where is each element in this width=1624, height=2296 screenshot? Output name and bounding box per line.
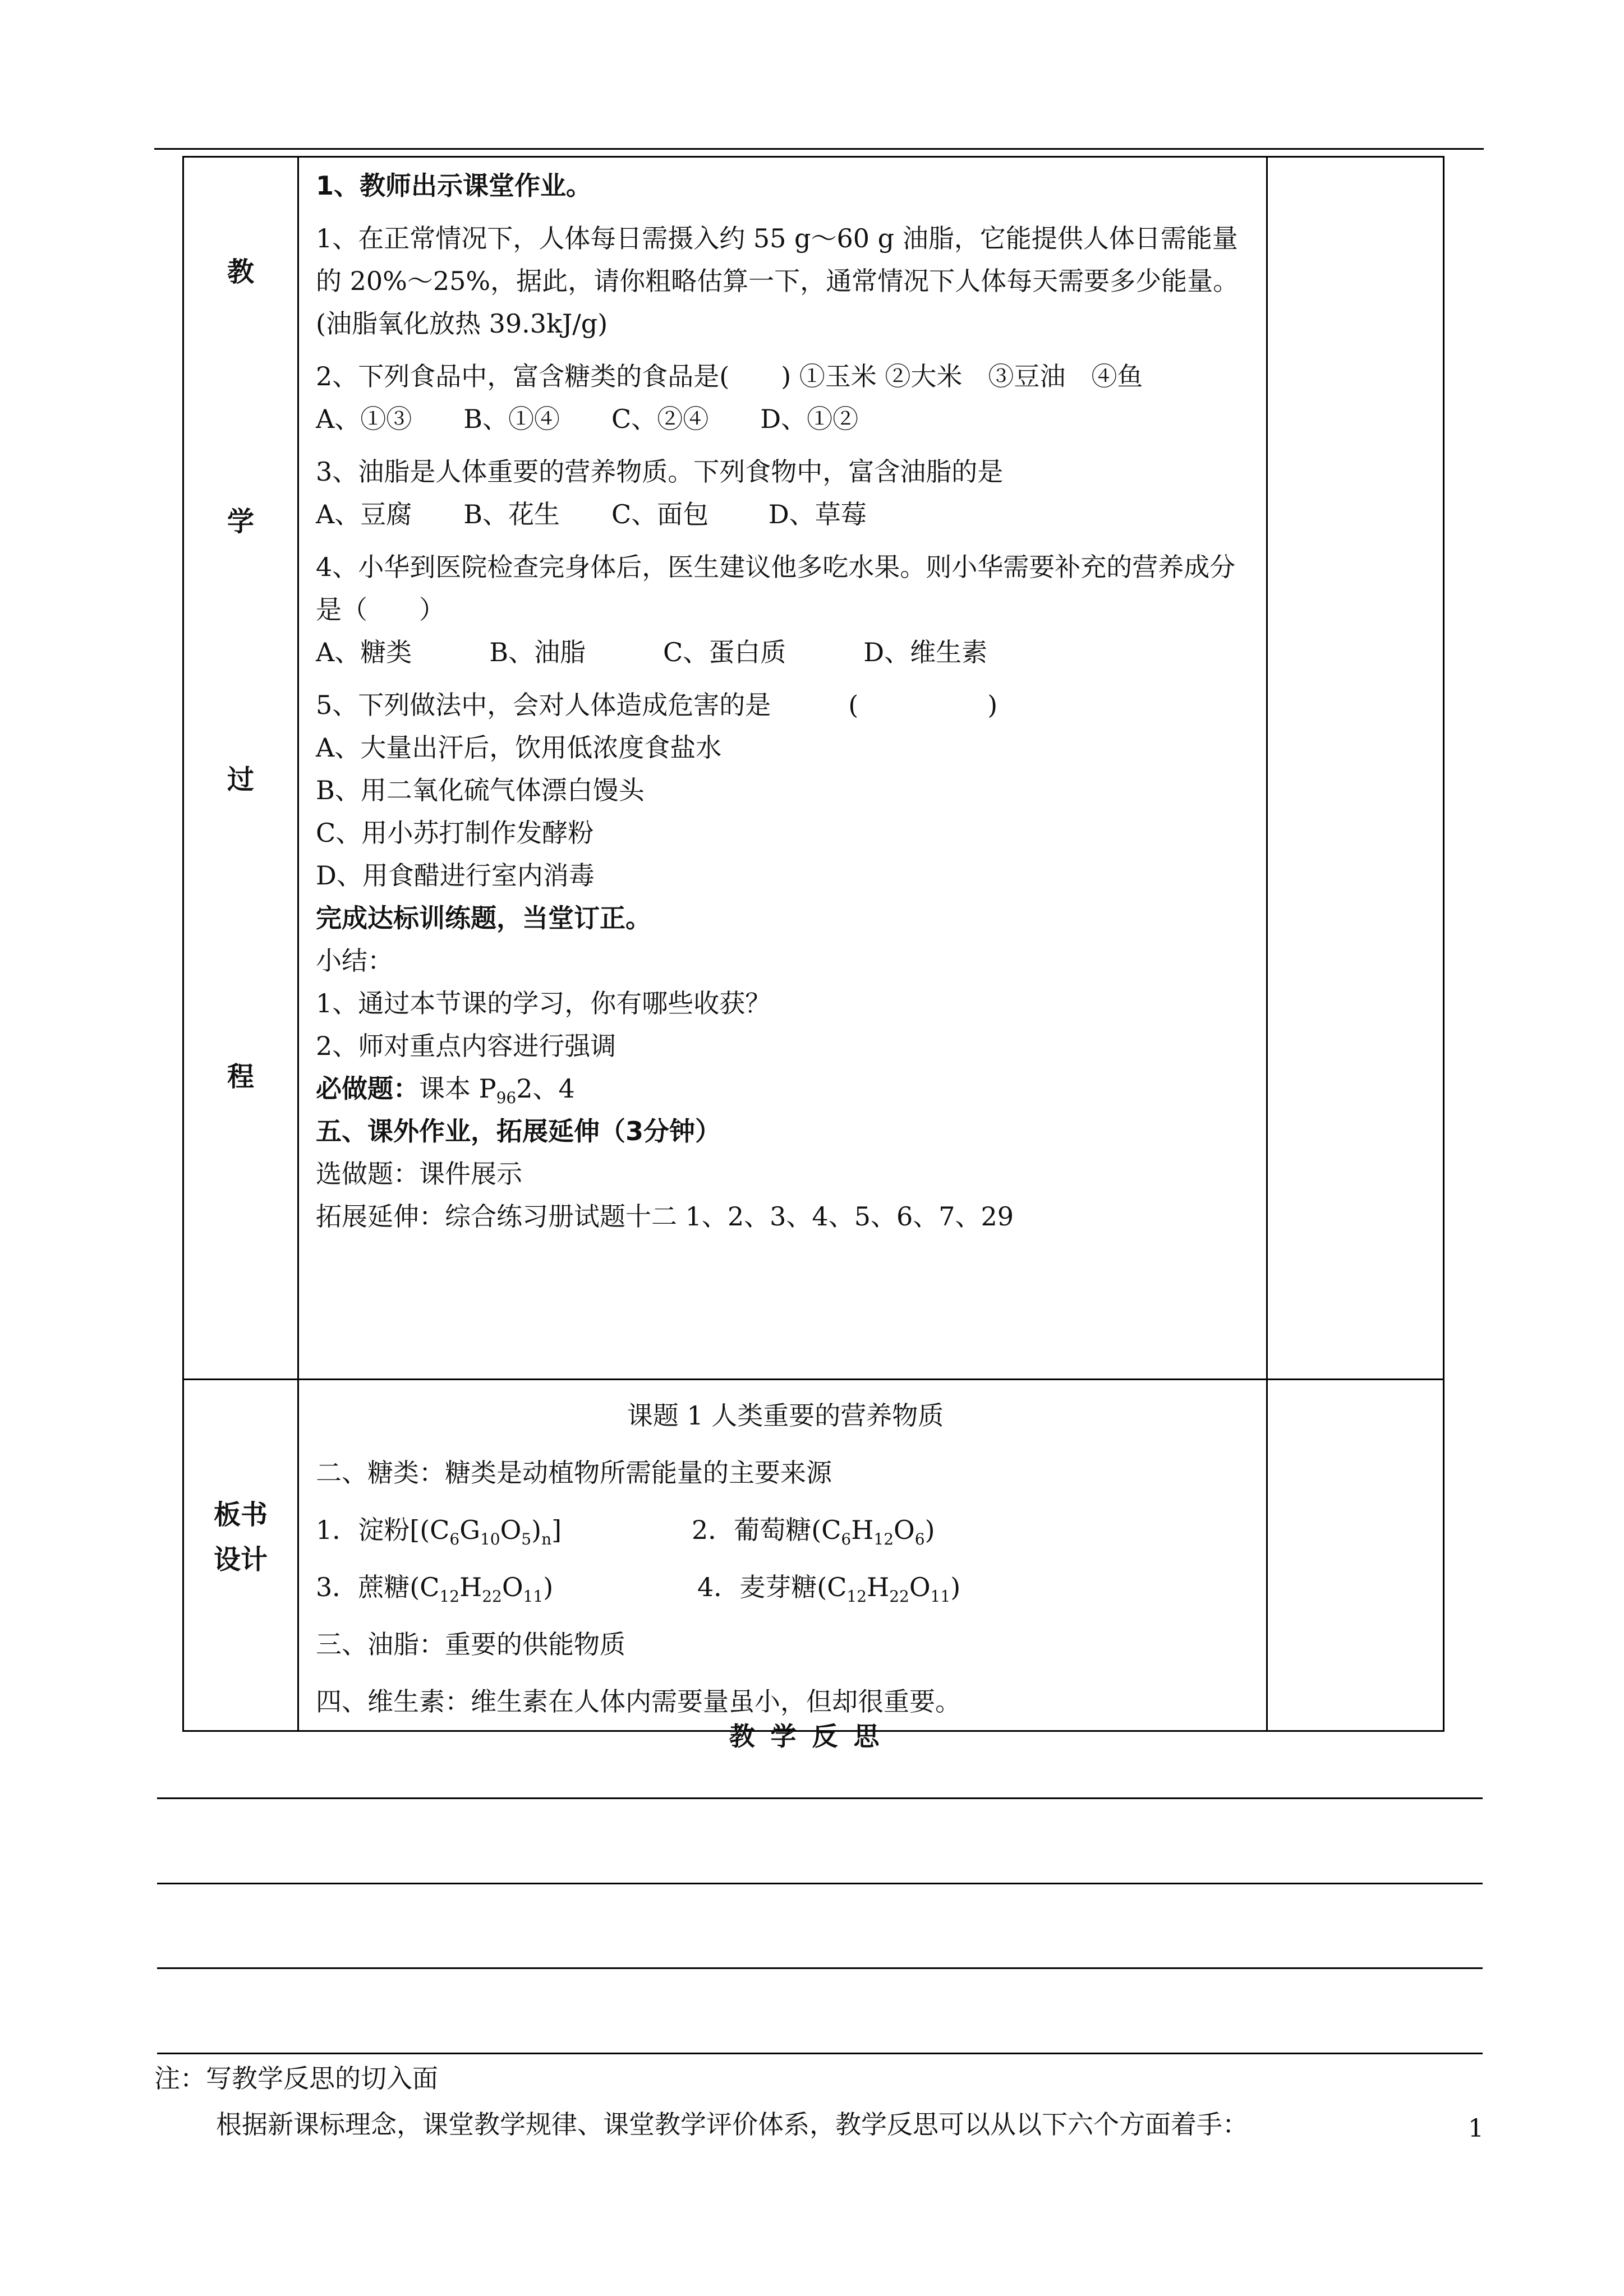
question-5-option-b: B、用二氧化硫气体漂白馒头 xyxy=(316,775,645,805)
reflection-line-2 xyxy=(157,1883,1483,1884)
notes-cell-2 xyxy=(1267,1380,1444,1731)
formula-maltose: 4．麦芽糖$(C_{12}H_{22}O_{11})$ xyxy=(697,1572,961,1606)
summary-item-1: 1、通过本节课的学习，你有哪些收获？ xyxy=(316,988,771,1018)
question-3: 3、油脂是人体重要的营养物质。下列食物中，富含油脂的是 xyxy=(316,457,1004,487)
question-5: 5、下列做法中，会对人体造成危害的是 ( ) xyxy=(316,690,998,720)
section-heading: 1、教师出示课堂作业。 xyxy=(316,170,592,201)
teaching-process-content-cell xyxy=(298,157,1267,1380)
teaching-process-row xyxy=(183,157,1444,1380)
note-line-2: 根据新课标理念，课堂教学规律、课堂教学评价体系，教学反思可以从以下六个方面着手： xyxy=(216,2109,1248,2140)
label-char-cheng: 程 xyxy=(227,1061,254,1092)
required-homework: 必做题：课本 $P_{96}2$、4 xyxy=(316,1073,575,1107)
notes-cell-1 xyxy=(1267,157,1444,1380)
board-sugar: 二、糖类：糖类是动植物所需能量的主要来源 xyxy=(316,1458,832,1488)
reflection-line-3 xyxy=(157,1967,1483,1969)
question-2-options: A、①③ B、①④ C、②④ D、①② xyxy=(316,404,859,434)
board-title: 课题 1 人类重要的营养物质 xyxy=(627,1400,944,1431)
board-fat: 三、油脂：重要的供能物质 xyxy=(316,1629,625,1659)
board-formula-row-1 xyxy=(316,1501,1255,1559)
practice-instruction: 完成达标训练题，当堂订正。 xyxy=(316,903,651,933)
label-char-jiao: 教 xyxy=(227,256,254,288)
board-vitamin: 四、维生素：维生素在人体内需要量虽小，但却很重要。 xyxy=(316,1686,961,1717)
optional-homework: 选做题：课件展示 xyxy=(316,1159,522,1189)
required-homework-label: 必做题： xyxy=(316,1073,419,1104)
reflection-line-1 xyxy=(157,1797,1483,1799)
question-5-option-a: A、大量出汗后，饮用低浓度食盐水 xyxy=(316,732,722,763)
summary-heading: 小结： xyxy=(316,946,393,976)
extension-homework: 拓展延伸：综合练习册试题十二 1、2、3、4、5、6、7、29 xyxy=(316,1201,1014,1232)
label-char-guo: 过 xyxy=(227,764,254,795)
formula-sucrose: 3．蔗糖$(C_{12}H_{22}O_{11})$ xyxy=(316,1572,554,1606)
question-4: 4、小华到医院检查完身体后，医生建议他多吃水果。则小华需要补充的营养成分是（ ） xyxy=(316,552,1236,625)
note-line-1: 注：写教学反思的切入面 xyxy=(154,2063,438,2094)
homework-heading: 五、课外作业，拓展延伸（3分钟） xyxy=(316,1116,721,1146)
board-design-label: 板书 设计 xyxy=(213,1499,268,1575)
board-formula-row-2 xyxy=(316,1559,1255,1616)
board-design-content-cell xyxy=(298,1380,1267,1731)
question-2: 2、下列食品中，富含糖类的食品是( ) ①玉米 ②大米 ③豆油 ④鱼 xyxy=(316,361,1143,391)
reflection-line-4 xyxy=(157,2053,1483,2054)
board-design-row xyxy=(183,1380,1444,1731)
teaching-process-content xyxy=(299,158,1266,1238)
question-5-option-c: C、用小苏打制作发酵粉 xyxy=(316,818,594,848)
question-1: 1、在正常情况下，人体每日需摄入约 55 g～60 g 油脂，它能提供人体日需能量的 20%～25%，据此，请你粗略估算一下，通常情况下人体每天需要多少能量。 (油脂氧化放热 39.3kJ/g) xyxy=(316,223,1239,339)
board-design-label-cell xyxy=(183,1380,298,1731)
question-3-options: A、豆腐 B、花生 C、面包 D、草莓 xyxy=(316,499,867,529)
formula-glucose: 2．葡萄糖$(C_6H_{12}O_6)$ xyxy=(692,1515,935,1548)
lesson-table xyxy=(182,156,1444,1732)
summary-item-2: 2、师对重点内容进行强调 xyxy=(316,1031,617,1061)
question-5-option-d: D、用食醋进行室内消毒 xyxy=(316,860,595,891)
formula-starch: 1．淀粉$[(C_6G_{10}O_5)_n]$ xyxy=(316,1515,562,1548)
question-4-options: A、糖类 B、油脂 C、蛋白质 D、维生素 xyxy=(316,637,988,667)
label-char-xue: 学 xyxy=(227,506,254,537)
board-design-content xyxy=(299,1380,1266,1730)
page-number: 1 xyxy=(1468,2114,1484,2143)
reflection-title: 教学反思 xyxy=(729,1721,895,1751)
top-rule xyxy=(154,148,1484,150)
teaching-process-label-cell xyxy=(183,157,298,1380)
reflection-note xyxy=(154,2055,1248,2147)
